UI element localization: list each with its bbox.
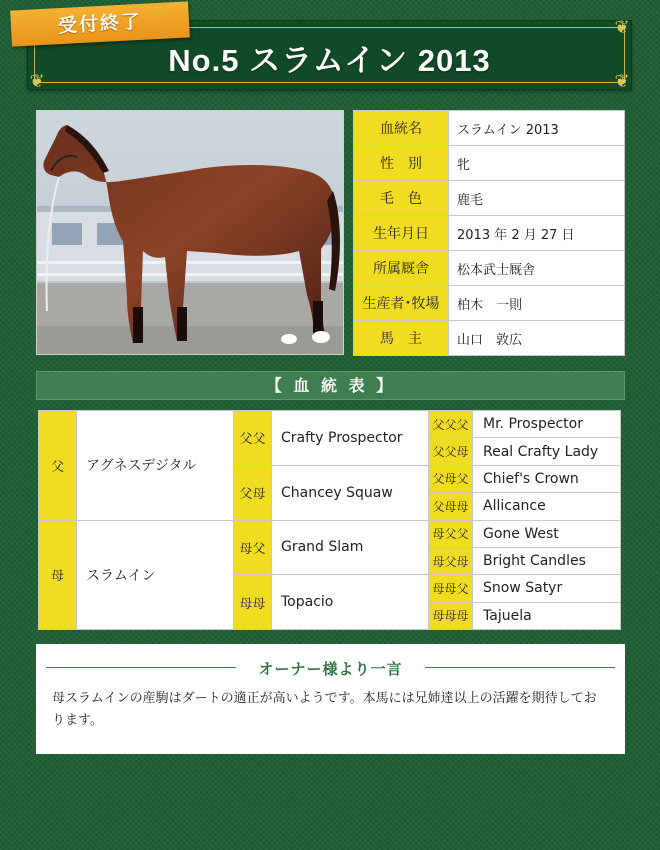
profile-row	[354, 181, 625, 216]
gen3-name: Allicance	[473, 493, 621, 520]
horse-illustration	[37, 111, 344, 355]
gen2-label: 母父	[234, 520, 272, 575]
owner-message-box	[36, 644, 625, 754]
profile-label: 所属厩舎	[354, 251, 449, 286]
profile-label: 血統名	[354, 111, 449, 146]
profile-row	[354, 251, 625, 286]
gen2-label: 母母	[234, 575, 272, 630]
gen3-name: Real Crafty Lady	[473, 438, 621, 465]
gen2-name: Grand Slam	[272, 520, 429, 575]
gen3-label: 母母母	[429, 602, 473, 629]
gen3-name: Gone West	[473, 520, 621, 547]
gen3-name: Chief's Crown	[473, 465, 621, 492]
profile-value: 鹿毛	[449, 181, 625, 216]
profile-value: 柏木 一則	[449, 286, 625, 321]
gen3-name: Mr. Prospector	[473, 411, 621, 438]
profile-row	[354, 111, 625, 146]
gen3-name: Tajuela	[473, 602, 621, 629]
ornament-icon: ❦	[29, 71, 45, 92]
owner-message-title: オーナー様より一言	[258, 660, 403, 678]
pedigree-row	[39, 520, 621, 547]
profile-row	[354, 216, 625, 251]
profile-label: 毛 色	[354, 181, 449, 216]
profile-value: 山口 敦広	[449, 321, 625, 356]
gen3-label: 父母父	[429, 465, 473, 492]
profile-row	[354, 321, 625, 356]
gen2-label: 父父	[234, 411, 272, 466]
profile-row	[354, 286, 625, 321]
pedigree-heading: 【 血 統 表 】	[36, 371, 625, 400]
ornament-icon: ❦	[614, 71, 630, 92]
profile-value: 2013 年 2 月 27 日	[449, 216, 625, 251]
profile-label: 生産者･牧場	[354, 286, 449, 321]
owner-message-heading	[46, 658, 615, 678]
gen2-label: 父母	[234, 465, 272, 520]
profile-row	[354, 146, 625, 181]
pedigree-table	[38, 410, 621, 630]
gen2-name: Topacio	[272, 575, 429, 630]
profile-value: 松本武士厩舎	[449, 251, 625, 286]
dam-label: 母	[39, 520, 77, 630]
sire-label: 父	[39, 411, 77, 521]
profile-label: 性 別	[354, 146, 449, 181]
horse-photo	[36, 110, 344, 355]
divider	[46, 667, 236, 668]
profile-value: 牝	[449, 146, 625, 181]
ornament-icon: ❦	[614, 17, 630, 38]
status-badge: 受付終了	[10, 1, 190, 46]
gen3-name: Bright Candles	[473, 547, 621, 574]
profile-label: 生年月日	[354, 216, 449, 251]
page-title: No.5 スラムイン 2013	[168, 43, 491, 78]
sire-name: アグネスデジタル	[77, 411, 234, 521]
profile-value: スラムイン 2013	[449, 111, 625, 146]
gen3-label: 母父父	[429, 520, 473, 547]
pedigree-row	[39, 411, 621, 438]
gen3-label: 父父母	[429, 438, 473, 465]
gen2-name: Chancey Squaw	[272, 465, 429, 520]
gen3-label: 母母父	[429, 575, 473, 602]
divider	[425, 667, 615, 668]
gen3-name: Snow Satyr	[473, 575, 621, 602]
gen3-label: 父母母	[429, 493, 473, 520]
gen3-label: 父父父	[429, 411, 473, 438]
profile-label: 馬 主	[354, 321, 449, 356]
dam-name: スラムイン	[77, 520, 234, 630]
owner-message-text: 母スラムインの産駒はダートの適正が高いようです。本馬には兄姉達以上の活躍を期待しております。	[52, 691, 597, 728]
gen2-name: Crafty Prospector	[272, 411, 429, 466]
gen3-label: 母父母	[429, 547, 473, 574]
profile-table	[353, 110, 625, 356]
